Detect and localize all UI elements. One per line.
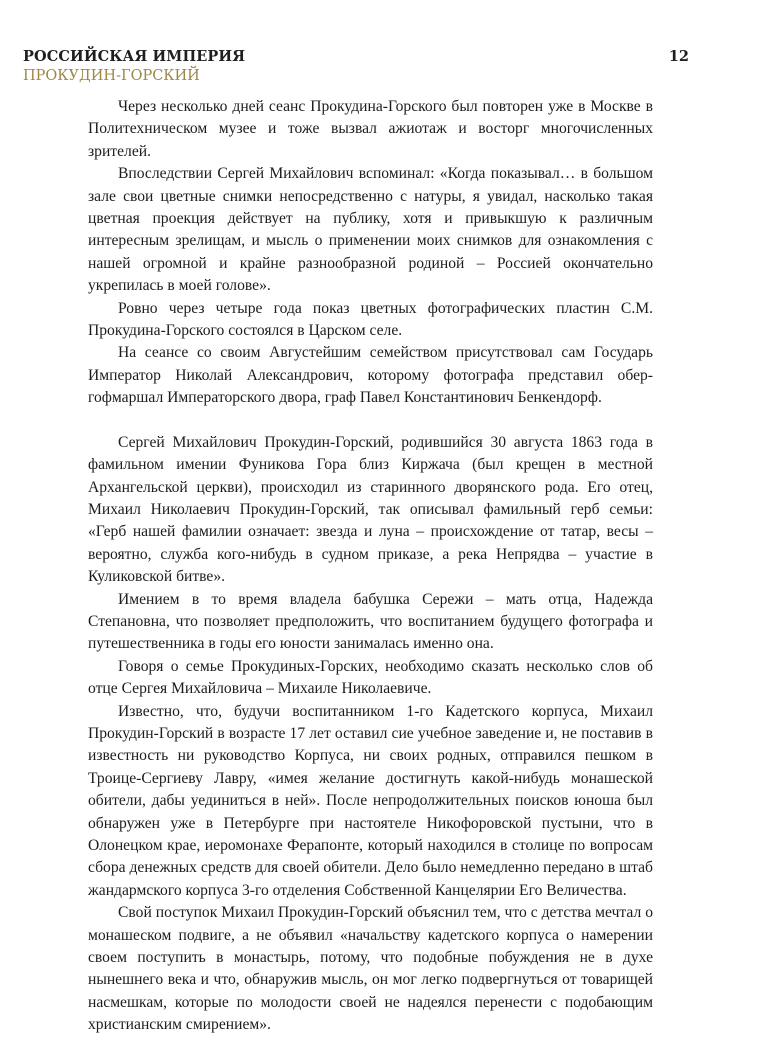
paragraph: Впоследствии Сергей Михайлович вспоминал: «Когда показывал… в большом зале свои цветные снимки непосредственно с натуры, я увидал, насколько такая цветная проекция действует на публику, хотя и привыкшую к различным интересным зрелищам, и мысль о применении моих снимков для ознакомления с нашей огромной и крайне разнообразной родиной – Россией окончательно укрепилась в моей голове». — [88, 165, 653, 295]
paragraph: Имением в то время владела бабушка Сережи – мать отца, Надежда Степановна, что позволяет предположить, что воспитанием будущего фотографа и путешественника в годы его юности занималась именно она. — [88, 590, 653, 653]
paragraph: Сергей Михайлович Прокудин-Горский, родившийся 30 августа 1863 года в фамильном имении Фуникова Гора близ Киржача (был крещен в местной Архангельской церкви), происходил из старинного дворянского рода. Его отец, Михаил Николаевич Прокудин-Горский, так описывал фамильный герб семьи: «Герб нашей фамилии означает: звезда и луна – происхождение от татар, весы – вероятно, служба кого-нибудь в судном приказе, а река Непрядва – участие в Куликовской битве». — [88, 433, 653, 586]
paragraph: На сеансе со своим Августейшим семейством присутствовал сам Государь Император Николай Александрович, которому фотографа представил обер-гофмаршал Императорского двора, граф Павел Константинович Бенкендорф. — [88, 344, 653, 407]
paragraph: Известно, что, будучи воспитанником 1-го Кадетского корпуса, Михаил Прокудин-Горский в возрасте 17 лет оставил сие учебное заведение и, не поставив в известность ни руководство Корпуса, ни своих родных, отправился пешком в Троице-Сергиеву Лавру, «имея желание достигнуть какой-нибудь монашеской обители, дабы уединиться в ней». После непродолжительных поисков юноша был обнаружен уже в Петербурге при настоятеле Никофоровской пустыни, что в Олонецком крае, иеромонахе Ферапонте, который находился в столице по вопросам сбора денежных средств для своей обители. Дело было немедленно передано в штаб жандармского корпуса 3-го отделения Собственной Канцелярии Его Величества. — [88, 702, 653, 899]
running-header — [23, 48, 692, 86]
paragraph: Свой поступок Михаил Прокудин-Горский объяснил тем, что с детства мечтал о монашеском подвиге, а не объявил «начальству кадетского корпуса о намерении своем поступить в монастырь, потому, что подобные побуждения не в духе нынешнего века и что, обнаружив мысль, он мог легко подвергнуться от товарищей насмешкам, которые по молодости своей не надеялся перенести с подобающим христианским смирением». — [88, 904, 653, 1034]
paragraph: Говоря о семье Прокудиных-Горских, необходимо сказать несколько слов об отце Сергея Михайловича – Михаиле Николаевиче. — [88, 657, 653, 698]
paragraph: Через несколько дней сеанс Прокудина-Горского был повторен уже в Москве в Политехническом музее и тоже вызвал ажиотаж и восторг многочисленных зрителей. — [88, 98, 653, 160]
page-number: 12 — [668, 48, 689, 65]
paragraph: Ровно через четыре года показ цветных фотографических пластин С.М. Прокудина-Горского состоялся в Царском селе. — [88, 299, 653, 340]
body-text — [88, 96, 653, 1037]
header-subtitle: ПРОКУДИН-ГОРСКИЙ — [23, 68, 200, 84]
header-title: РОССИЙСКАЯ ИМПЕРИЯ — [23, 48, 246, 65]
